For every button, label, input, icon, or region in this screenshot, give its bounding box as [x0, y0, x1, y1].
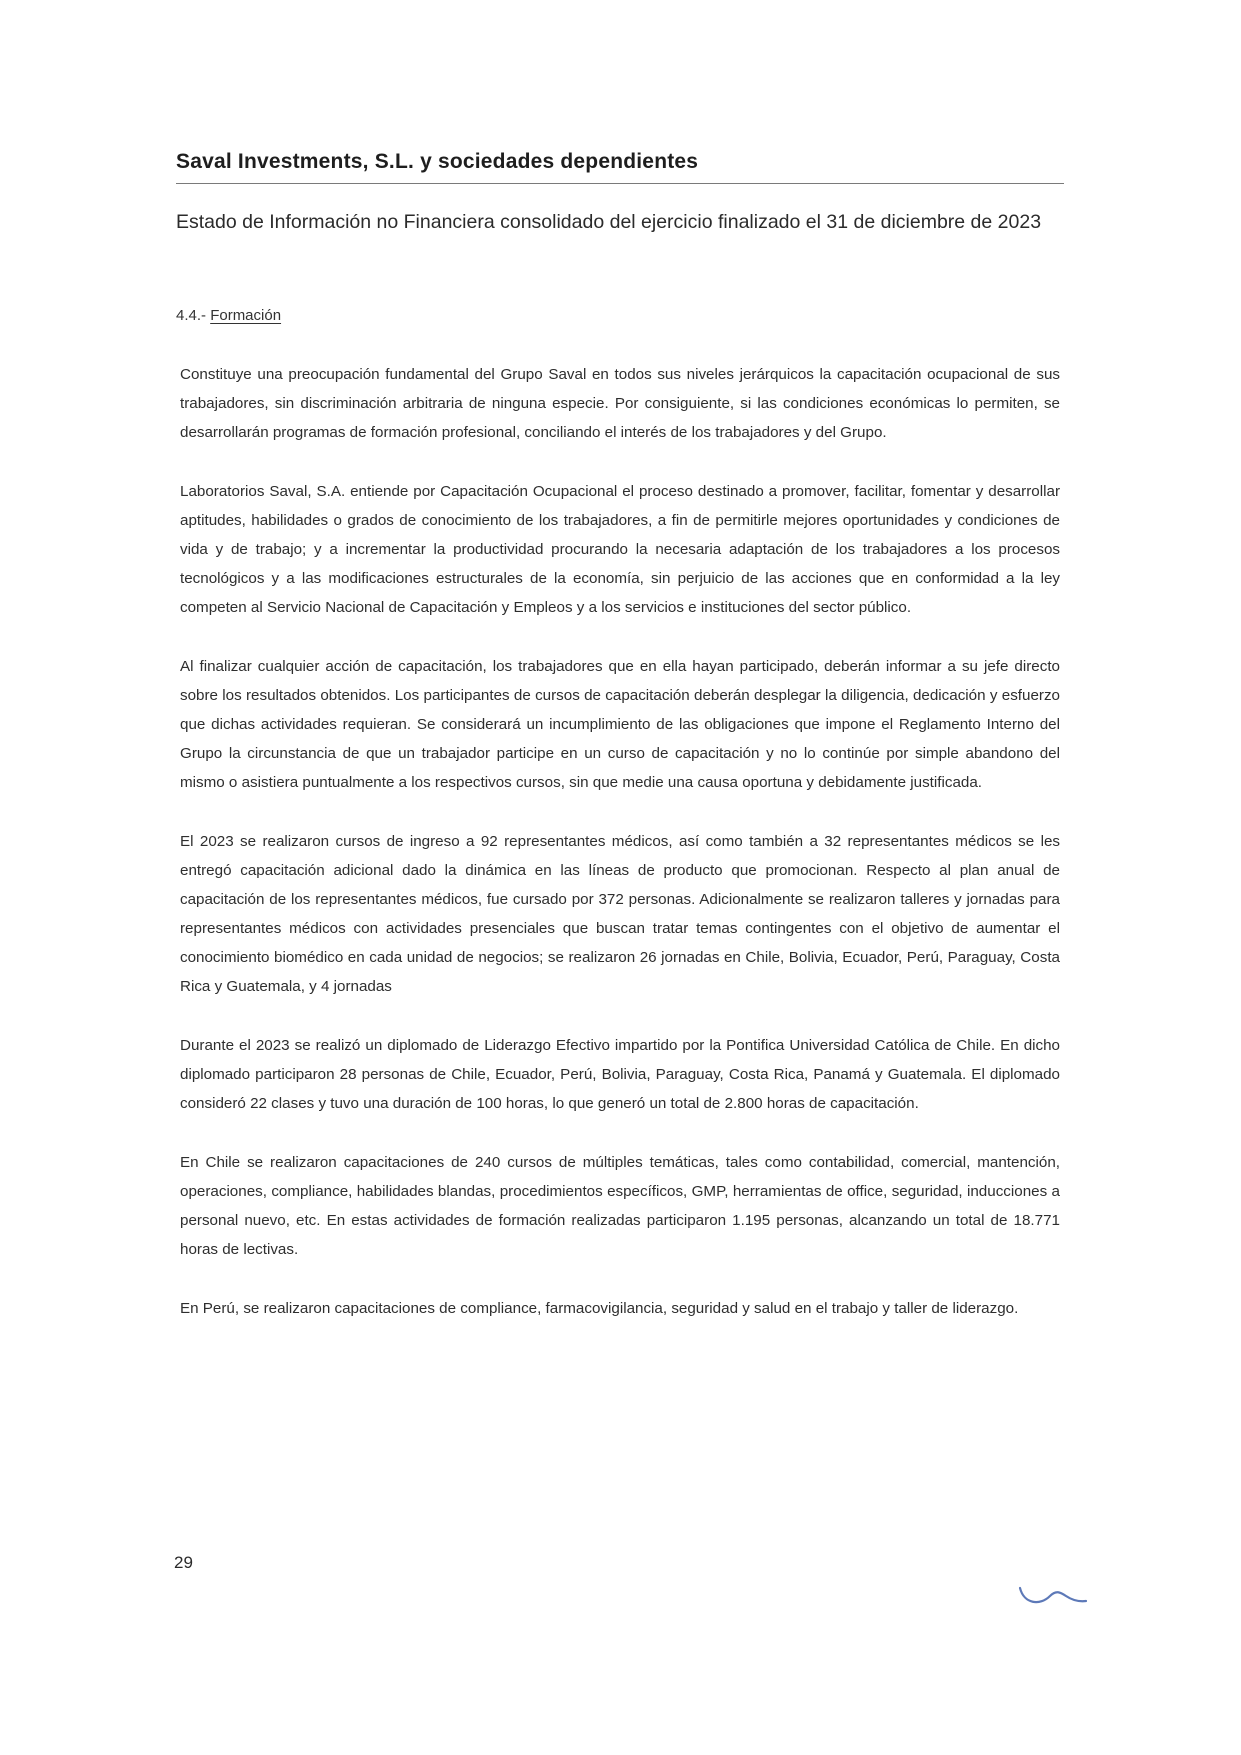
page-number: 29 [174, 1553, 193, 1572]
paragraph-7: En Perú, se realizaron capacitaciones de compliance, farmacovigilancia, seguridad y salud en el trabajo y taller de liderazgo. [180, 1300, 1019, 1317]
section-title: Formación [210, 307, 282, 324]
paragraph-2: Laboratorios Saval, S.A. entiende por Capacitación Ocupacional el proceso destinado a promover, facilitar, fomentar y desarrollar aptitudes, habilidades o grados de conocimiento de los trabajadores, a fin de permitirle mejores oportunidades y condiciones de vida y de trabajo; y a incrementar la productividad procurando la necesaria adaptación de los trabajadores a los procesos tecnológicos y a las modificaciones estructurales de la economía, sin perjuicio de las acciones que en conformidad a la ley competen al Servicio Nacional de Capacitación y Empleos y a los servicios e instituciones del sector público. [180, 483, 1060, 616]
body-text [180, 360, 1060, 1353]
document-subtitle: Estado de Información no Financiera consolidado del ejercicio finalizado el 31 de diciembre de 2023 [176, 211, 1042, 233]
paragraph-6: En Chile se realizaron capacitaciones de 240 cursos de múltiples temáticas, tales como contabilidad, comercial, mantención, operaciones, compliance, habilidades blandas, procedimientos específicos, GMP, herramientas de office, seguridad, inducciones a personal nuevo, etc. En estas actividades de formación realizadas participaron 1.195 personas, alcanzando un total de 18.771 horas de lectivas. [180, 1154, 1060, 1258]
handwritten-initial-icon [1018, 1582, 1088, 1612]
section-number: 4.4.- [176, 307, 207, 324]
paragraph-3: Al finalizar cualquier acción de capacitación, los trabajadores que en ella hayan participado, deberán informar a su jefe directo sobre los resultados obtenidos. Los participantes de cursos de capacitación deberán desplegar la diligencia, dedicación y esfuerzo que dichas actividades requieran. Se considerará un incumplimiento de las obligaciones que impone el Reglamento Interno del Grupo la circunstancia de que un trabajador participe en un curso de capacitación y no lo continúe por simple abandono del mismo o asistiera puntualmente a los respectivos cursos, sin que medie una causa oportuna y debidamente justificada. [180, 658, 1060, 791]
section-heading [176, 307, 281, 324]
paragraph-4: El 2023 se realizaron cursos de ingreso a 92 representantes médicos, así como también a 32 representantes médicos se les entregó capacitación adicional dado la dinámica en las líneas de producto que promocionan. Respecto al plan anual de capacitación de los representantes médicos, fue cursado por 372 personas. Adicionalmente se realizaron talleres y jornadas para representantes médicos con actividades presenciales que buscan tratar temas contingentes con el objetivo de aumentar el conocimiento biomédico en cada unidad de negocios; se realizaron 26 jornadas en Chile, Bolivia, Ecuador, Perú, Paraguay, Costa Rica y Guatemala, y 4 jornadas [180, 833, 1060, 995]
paragraph-1: Constituye una preocupación fundamental del Grupo Saval en todos sus niveles jerárquicos la capacitación ocupacional de sus trabajadores, sin discriminación arbitraria de ninguna especie. Por consiguiente, si las condiciones económicas lo permiten, se desarrollarán programas de formación profesional, conciliando el interés de los trabajadores y del Grupo. [180, 366, 1060, 441]
header-divider [176, 183, 1064, 184]
paragraph-5: Durante el 2023 se realizó un diplomado de Liderazgo Efectivo impartido por la Pontifica Universidad Católica de Chile. En dicho diplomado participaron 28 personas de Chile, Ecuador, Perú, Bolivia, Paraguay, Costa Rica, Panamá y Guatemala. El diplomado consideró 22 clases y tuvo una duración de 100 horas, lo que generó un total de 2.800 horas de capacitación. [180, 1037, 1060, 1112]
company-title: Saval Investments, S.L. y sociedades dependientes [176, 150, 699, 173]
